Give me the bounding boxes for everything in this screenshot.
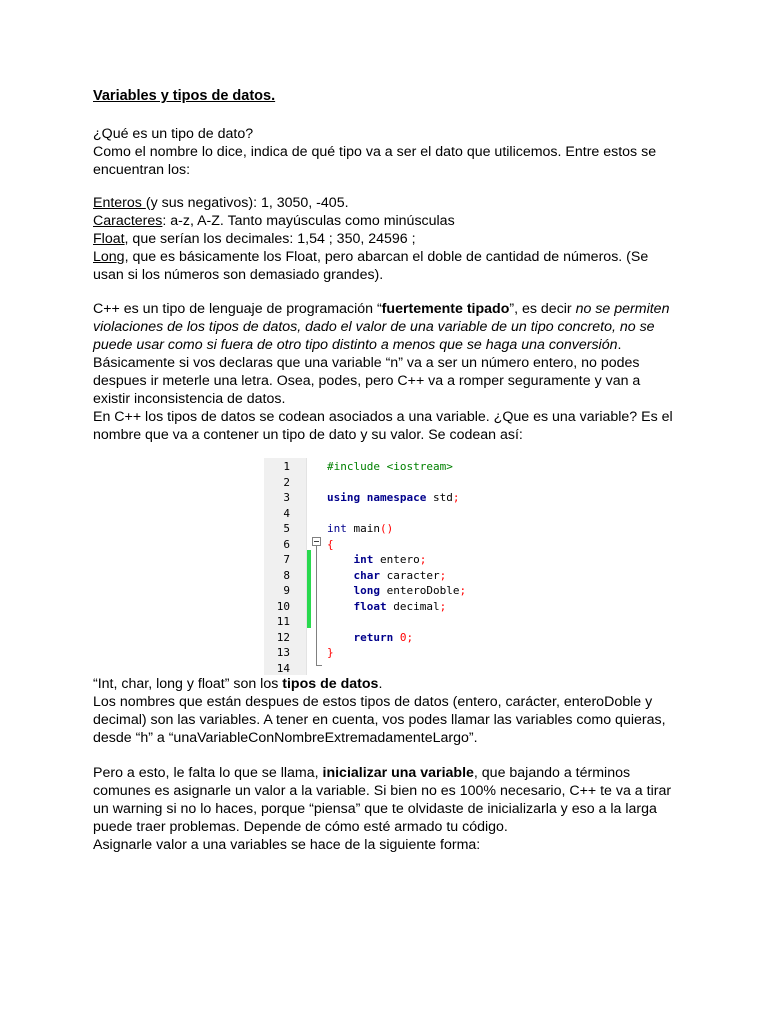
init-line-2: comunes es asignarle un valor a la variable. Si bien no es 100% necesario, C++ te va a tirar <box>93 783 672 799</box>
line-number-gutter <box>264 458 307 675</box>
type-term: Enteros <box>93 195 146 211</box>
type-item-float <box>93 230 683 248</box>
text: ”, es decir <box>509 301 576 317</box>
code-line-1 <box>327 460 453 473</box>
fold-collapse-icon[interactable] <box>312 537 321 546</box>
punctuation: ; <box>439 568 447 582</box>
init-line-4: puede traer problemas. Depende de cómo esté armado tu código. <box>93 819 508 835</box>
identifier: entero <box>373 553 420 566</box>
after-code-line-2: Los nombres que están despues de estos tipos de datos (entero, carácter, enteroDoble y <box>93 694 653 710</box>
keyword: using <box>327 491 361 504</box>
keyword: float <box>353 599 387 613</box>
code-line-13 <box>327 646 334 659</box>
cpp-paragraph <box>93 300 683 444</box>
line-number: 8 <box>283 568 290 582</box>
code-line-10 <box>327 600 446 613</box>
cpp-line-5: despues ir meterle una letra. Osea, podes, pero C++ va a romper seguramente y van a <box>93 373 641 389</box>
line-number: 12 <box>276 630 290 644</box>
bold-text: tipos de datos <box>282 676 379 692</box>
type-desc: , que es básicamente los Float, pero abarcan el doble de cantidad de números. (Se <box>124 249 649 265</box>
identifier: enteroDoble <box>380 584 460 597</box>
line-number: 7 <box>283 553 290 566</box>
line-number: 14 <box>276 661 290 675</box>
line-number: 9 <box>283 584 290 597</box>
line-number: 6 <box>283 537 290 551</box>
punctuation: ; <box>406 630 414 644</box>
cpp-line-7: En C++ los tipos de datos se codean asociados a una variable. ¿Que es una variable? Es el <box>93 409 673 425</box>
type-item-caracteres <box>93 212 683 230</box>
punctuation: ; <box>419 553 427 566</box>
line-number: 1 <box>283 460 290 473</box>
text: . <box>378 676 383 692</box>
init-line-5: Asignarle valor a una variables se hace de la siguiente forma: <box>93 837 481 853</box>
after-code-paragraph <box>93 675 683 747</box>
identifier: main <box>346 522 380 535</box>
intro-question: ¿Qué es un tipo de dato? <box>93 126 254 142</box>
type-desc: , que serían los decimales: 1,54 ; 350, 24596 ; <box>124 231 416 247</box>
keyword: char <box>353 568 380 582</box>
text: “Int, char, long y float” son los <box>93 676 283 692</box>
type-desc: (y sus negativos): 1, 3050, -405. <box>145 195 349 211</box>
cpp-line-8: nombre que va a contener un tipo de dato y su valor. Se codean así: <box>93 427 523 443</box>
code-line-6 <box>327 538 334 551</box>
bold-text: fuertemente tipado <box>381 301 510 317</box>
italic-text: puede usar como si fuera de otro tipo distinto a menos que se haga una conversión <box>93 337 618 353</box>
keyword: namespace <box>366 491 427 504</box>
code-line-8 <box>327 569 446 582</box>
line-number: 11 <box>276 615 290 628</box>
punctuation: } <box>327 646 334 659</box>
types-list <box>93 194 683 284</box>
text: C++ es un tipo de lenguaje de programación “ <box>93 301 382 317</box>
preprocessor-text: #include <iostream> <box>327 460 453 473</box>
identifier: decimal <box>386 599 440 613</box>
keyword: int <box>327 522 347 535</box>
text: , que bajando a términos <box>473 765 631 781</box>
after-code-line-4: desde “h” a “unaVariableConNombreExtremadamenteLargo”. <box>93 730 478 746</box>
punctuation: { <box>327 537 334 551</box>
fold-guide-line <box>316 546 317 666</box>
identifier: caracter <box>380 568 440 582</box>
cpp-line-6: existir inconsistencia de datos. <box>93 391 286 407</box>
type-term: Float <box>93 231 125 247</box>
line-number: 10 <box>276 599 290 613</box>
code-line-12 <box>327 631 413 644</box>
identifier: std <box>426 491 453 504</box>
bold-text: inicializar una variable <box>322 765 474 781</box>
punctuation: ; <box>452 491 460 504</box>
line-number: 3 <box>283 491 290 504</box>
init-paragraph <box>93 764 683 854</box>
cpp-line-1 <box>93 300 683 318</box>
italic-text: no se permiten <box>575 301 670 317</box>
punctuation: ; <box>459 584 467 597</box>
line-number: 2 <box>283 475 290 489</box>
cpp-line-2: violaciones de los tipos de datos, dado el valor de una variable de un tipo concreto, no se <box>93 319 655 335</box>
punctuation: ; <box>439 599 447 613</box>
code-line-7 <box>327 553 426 566</box>
cpp-line-3 <box>93 336 683 354</box>
type-desc: : a-z, A-Z. Tanto mayúsculas como minúsculas <box>162 213 455 229</box>
type-item-long <box>93 248 683 266</box>
fold-guide-end <box>316 665 322 666</box>
punctuation: () <box>380 522 394 535</box>
intro-paragraph <box>93 125 683 179</box>
type-term: Caracteres <box>93 213 163 229</box>
intro-line-1: Como el nombre lo dice, indica de qué tipo va a ser el dato que utilicemos. Entre estos se <box>93 144 657 160</box>
code-line-9 <box>327 584 466 597</box>
intro-line-2: encuentran los: <box>93 162 191 178</box>
after-code-line-3: decimal) son las variables. A tener en cuenta, vos podes llamar las variables como quieras, <box>93 712 666 728</box>
type-term: Long <box>93 249 125 265</box>
keyword: return <box>353 630 394 644</box>
after-code-line-1 <box>93 675 683 693</box>
line-number: 5 <box>283 522 290 535</box>
line-number: 4 <box>283 506 290 520</box>
code-line-3 <box>327 491 459 504</box>
number-literal: 0 <box>399 630 407 644</box>
init-line-1 <box>93 764 683 782</box>
line-number: 13 <box>276 646 290 659</box>
type-item-long-cont: usan si los números son demasiado grandes). <box>93 267 384 283</box>
init-line-3: un warning si no lo haces, porque “piensa” que te olvidaste de inicializarla y eso a la larga <box>93 801 657 817</box>
code-screenshot <box>264 458 492 675</box>
type-item-enteros <box>93 194 683 212</box>
keyword: int <box>353 553 374 566</box>
cpp-line-4: Básicamente si vos declaras que una variable “n” va a ser un número entero, no podes <box>93 355 640 371</box>
code-line-5 <box>327 522 393 535</box>
text: Pero a esto, le falta lo que se llama, <box>93 765 323 781</box>
change-marker-bar <box>307 550 311 628</box>
document-title: Variables y tipos de datos. <box>93 88 276 104</box>
keyword: long <box>353 584 380 597</box>
text: . <box>617 337 622 353</box>
